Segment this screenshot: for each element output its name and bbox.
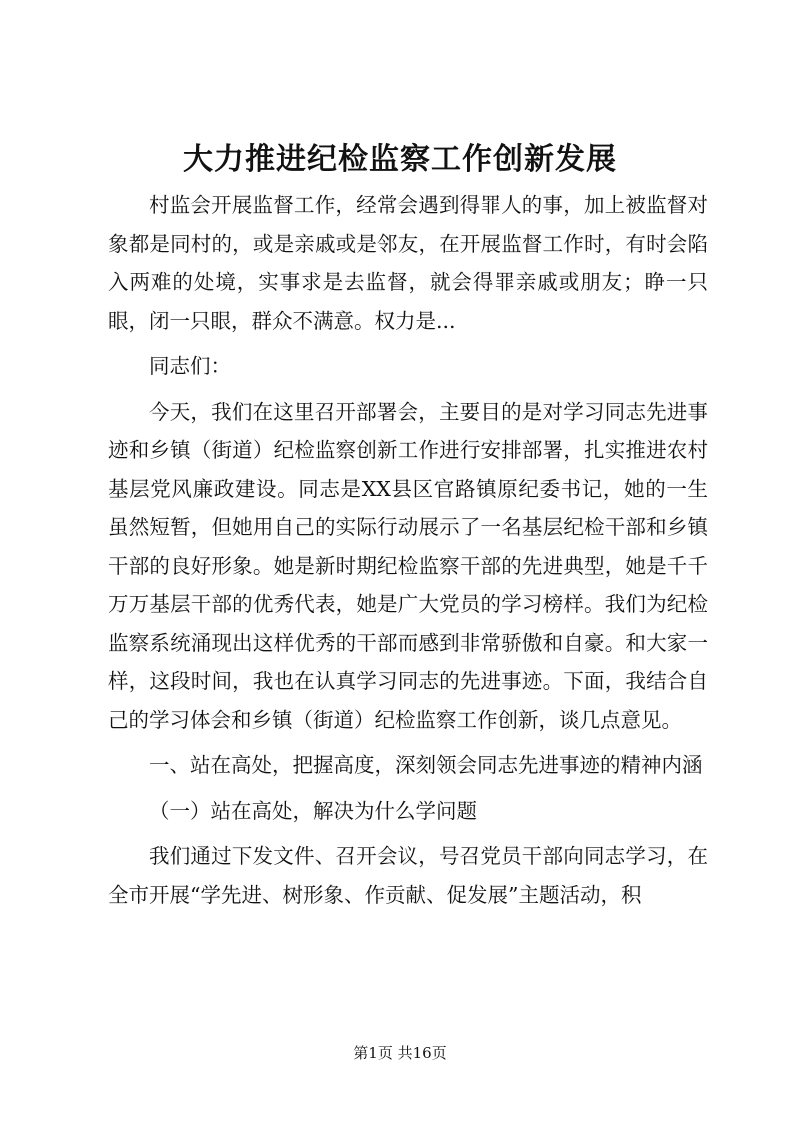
document-body bbox=[108, 186, 708, 914]
paragraph-salutation: 同志们： bbox=[149, 354, 231, 378]
section-heading-1: 一、站在高处，把握高度，深刻领会同志先进事迹的精神内涵 bbox=[149, 753, 703, 777]
subsection-heading-1: （一）站在高处，解决为什么学问题 bbox=[149, 798, 477, 823]
document-title: 大力推进纪检监察工作创新发展 bbox=[183, 142, 617, 177]
page-number-footer: 第1页 共16页 bbox=[353, 1044, 447, 1062]
paragraph-intro: 村监会开展监督工作，经常会遇到得罪人的事，加上被监督对象都是同村的，或是亲戚或是邻友，在开展监督工作时，有时会陷入两难的处境，实事求是去监督，就会得罪亲戚或朋友；睁一只眼，闭一只眼，群众不满意。权力是... bbox=[108, 193, 708, 333]
paragraph-continued: 我们通过下发文件、召开会议，号召党员干部向同志学习，在全市开展“学先进、树形象、作贡献、促发展”主题活动，积 bbox=[108, 844, 708, 907]
paragraph-main: 今天，我们在这里召开部署会，主要目的是对学习同志先进事迹和乡镇（街道）纪检监察创新工作进行安排部署，扎实推进农村基层党风廉政建设。同志是XX县区官路镇原纪委书记，她的一生虽然短暂，但她用自己的实际行动展示了一名基层纪检干部和乡镇干部的良好形象。她是新时期纪检监察干部的先进典型，她是千千万万基层干部的优秀代表，她是广大党员的学习榜样。我们为纪检监察系统涌现出这样优秀的干部而感到非常骄傲和自豪。和大家一样，这段时间，我也在认真学习同志的先进事迹。下面，我结合自己的学习体会和乡镇（街道）纪检监察工作创新，谈几点意见。 bbox=[108, 399, 708, 732]
